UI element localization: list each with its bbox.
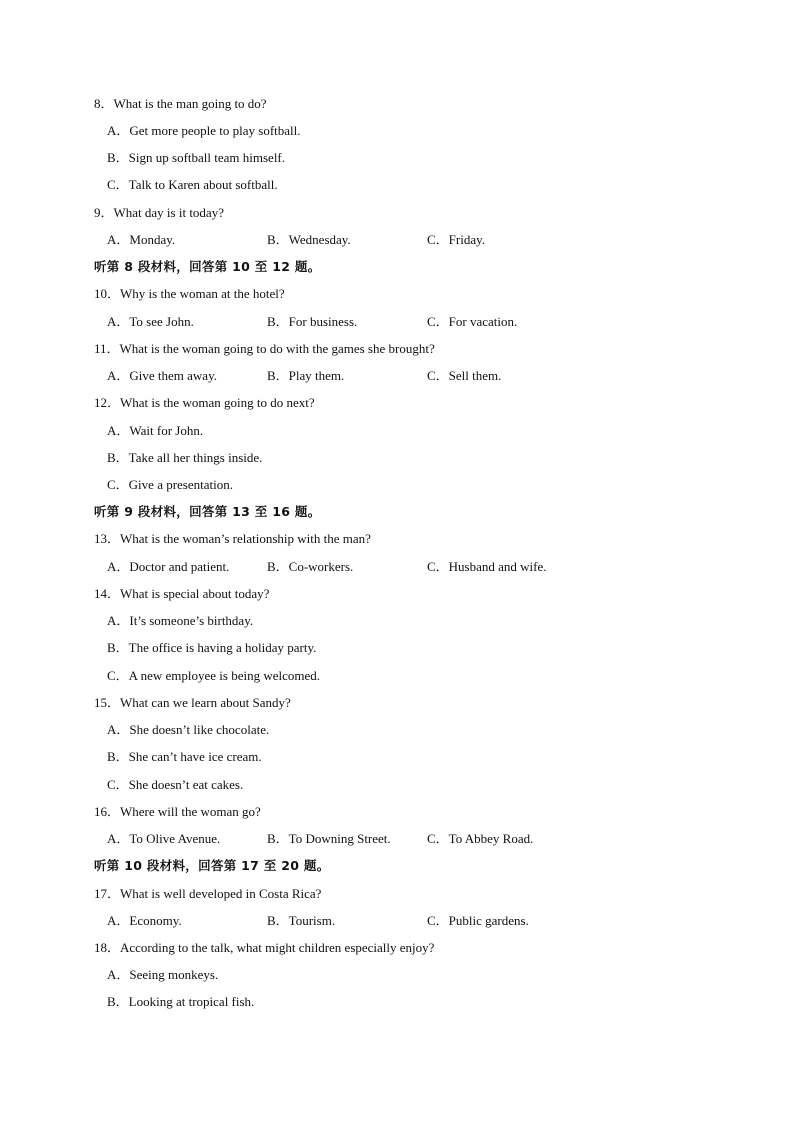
question-16-option-a: A．To Olive Avenue. xyxy=(107,831,221,846)
question-14-option-b: B．The office is having a holiday party. xyxy=(107,640,317,655)
question-12-option-b: B．Take all her things inside. xyxy=(107,450,263,465)
question-18-stem: 18．According to the talk, what might children especially enjoy? xyxy=(94,940,435,955)
section-8-heading: 听第 8 段材料，回答第 10 至 12 题。 xyxy=(94,259,321,274)
question-17-stem: 17．What is well developed in Costa Rica? xyxy=(94,886,322,901)
question-9-option-b: B．Wednesday. xyxy=(267,232,351,247)
question-8-stem: 8．What is the man going to do? xyxy=(94,96,267,111)
question-13-option-c: C．Husband and wife. xyxy=(427,559,547,574)
question-12-option-c: C．Give a presentation. xyxy=(107,477,233,492)
question-10-stem: 10．Why is the woman at the hotel? xyxy=(94,286,285,301)
section-9-heading: 听第 9 段材料，回答第 13 至 16 题。 xyxy=(94,504,321,519)
question-18-option-a: A．Seeing monkeys. xyxy=(107,967,219,982)
question-12-stem: 12．What is the woman going to do next? xyxy=(94,395,315,410)
question-15-stem: 15．What can we learn about Sandy? xyxy=(94,695,291,710)
question-8-option-a: A．Get more people to play softball. xyxy=(107,123,301,138)
question-16-option-c: C．To Abbey Road. xyxy=(427,831,534,846)
question-17-option-a: A．Economy. xyxy=(107,913,182,928)
question-14-stem: 14．What is special about today? xyxy=(94,586,270,601)
question-15-option-c: C．She doesn’t eat cakes. xyxy=(107,777,244,792)
question-10-option-b: B．For business. xyxy=(267,314,358,329)
question-16-stem: 16．Where will the woman go? xyxy=(94,804,261,819)
question-13-option-a: A．Doctor and patient. xyxy=(107,559,230,574)
question-10-option-c: C．For vacation. xyxy=(427,314,518,329)
question-11-option-a: A．Give them away. xyxy=(107,368,217,383)
question-9-option-a: A．Monday. xyxy=(107,232,176,247)
question-8-option-b: B．Sign up softball team himself. xyxy=(107,150,286,165)
question-16-option-b: B．To Downing Street. xyxy=(267,831,391,846)
question-14-option-c: C．A new employee is being welcomed. xyxy=(107,668,321,683)
question-15-option-b: B．She can’t have ice cream. xyxy=(107,749,262,764)
question-11-stem: 11．What is the woman going to do with the games she brought? xyxy=(94,341,435,356)
question-9-option-c: C．Friday. xyxy=(427,232,486,247)
question-15-option-a: A．She doesn’t like chocolate. xyxy=(107,722,270,737)
question-13-option-b: B．Co-workers. xyxy=(267,559,354,574)
section-10-heading: 听第 10 段材料，回答第 17 至 20 题。 xyxy=(94,858,330,873)
question-17-option-c: C．Public gardens. xyxy=(427,913,529,928)
question-18-option-b: B．Looking at tropical fish. xyxy=(107,994,255,1009)
question-10-option-a: A．To see John. xyxy=(107,314,194,329)
question-11-option-b: B．Play them. xyxy=(267,368,345,383)
question-8-option-c: C．Talk to Karen about softball. xyxy=(107,177,278,192)
question-12-option-a: A．Wait for John. xyxy=(107,423,204,438)
question-13-stem: 13．What is the woman’s relationship with the man? xyxy=(94,531,371,546)
question-9-stem: 9．What day is it today? xyxy=(94,205,224,220)
question-17-option-b: B．Tourism. xyxy=(267,913,336,928)
question-11-option-c: C．Sell them. xyxy=(427,368,502,383)
question-14-option-a: A．It’s someone’s birthday. xyxy=(107,613,254,628)
